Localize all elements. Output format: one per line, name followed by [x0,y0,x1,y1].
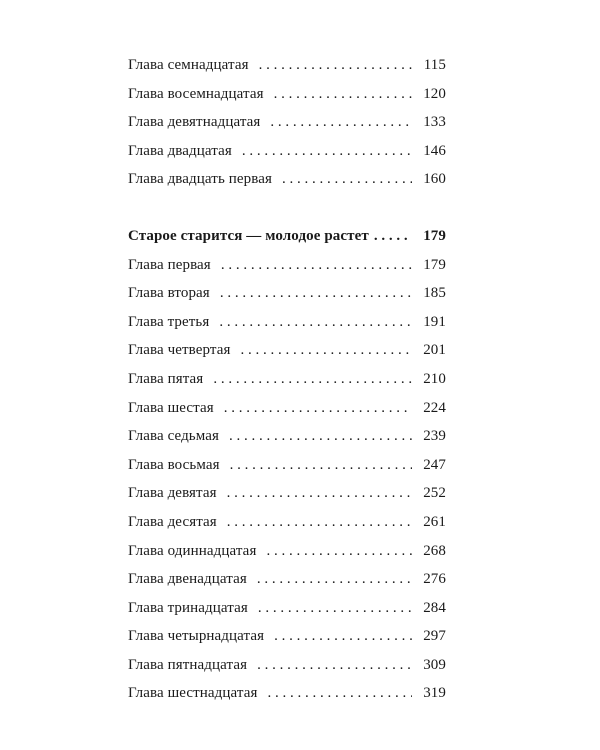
leader-dots [230,457,412,474]
toc-entry[interactable] [128,600,446,629]
chapter-title: Глава тринадцатая [128,599,248,616]
page-number: 319 [423,685,446,702]
chapter-title: Глава восемнадцатая [128,85,264,102]
page-number: 224 [423,399,446,416]
page-number: 191 [423,313,446,330]
page-number: 268 [423,542,446,559]
leader-dots [270,114,412,131]
leader-dots [242,143,412,160]
toc-entry[interactable] [128,571,446,600]
toc-entry[interactable] [128,428,446,457]
toc-entry[interactable] [128,171,446,200]
toc-entry[interactable] [128,657,446,686]
chapter-title: Глава двадцать первая [128,171,272,188]
page-number: 284 [423,599,446,616]
page-number: 179 [423,227,446,244]
leader-dots [227,514,412,531]
page-number: 160 [423,171,446,188]
leader-dots [274,628,412,645]
chapter-title: Глава девятая [128,485,217,502]
leader-dots [219,314,412,331]
chapter-title: Глава пятая [128,370,204,387]
table-of-contents [128,57,446,714]
toc-entry[interactable] [128,400,446,429]
leader-dots [274,86,412,103]
page-number: 297 [423,628,446,645]
chapter-title: Глава первая [128,256,211,273]
page-number: 252 [423,485,446,502]
chapter-title: Глава восьмая [128,456,220,473]
leader-dots [229,428,412,445]
leader-dots [257,657,412,674]
toc-entry[interactable] [128,143,446,172]
page-number: 276 [423,571,446,588]
toc-part-heading[interactable] [128,228,446,257]
chapter-title: Глава девятнадцатая [128,114,261,131]
chapter-title: Глава третья [128,313,210,330]
leader-dots [221,257,412,274]
leader-dots [258,600,412,617]
toc-entry[interactable] [128,86,446,115]
chapter-title: Глава десятая [128,513,217,530]
leader-dots [257,571,412,588]
chapter-title: Глава двенадцатая [128,571,247,588]
leader-dots [259,57,412,74]
leader-dots [224,400,412,417]
toc-entry[interactable] [128,342,446,371]
leader-dots [220,285,412,302]
chapter-title: Глава четырнадцатая [128,628,265,645]
chapter-title: Глава семнадцатая [128,57,249,73]
chapter-title: Глава седьмая [128,428,219,445]
chapter-title: Глава шестая [128,399,214,416]
section-spacer [128,200,446,228]
page-number: 120 [423,85,446,102]
leader-dots [267,685,412,702]
toc-entry[interactable] [128,257,446,286]
page-number: 185 [423,285,446,302]
leader-dots [241,342,413,359]
page-number: 247 [423,456,446,473]
toc-entry[interactable] [128,485,446,514]
leader-dots [227,485,412,502]
toc-entry[interactable] [128,514,446,543]
toc-entry[interactable] [128,628,446,657]
leader-dots [374,228,412,245]
toc-entry[interactable] [128,685,446,714]
toc-entry[interactable] [128,314,446,343]
toc-entry[interactable] [128,57,446,86]
leader-dots [266,543,412,560]
toc-entry[interactable] [128,543,446,572]
toc-entry[interactable] [128,285,446,314]
page-number: 261 [423,513,446,530]
page-number: 309 [423,656,446,673]
page-number: 210 [423,370,446,387]
page-number: 115 [423,57,446,73]
page-number: 133 [423,114,446,131]
page-number: 201 [423,342,446,359]
chapter-title: Глава двадцатая [128,142,232,159]
chapter-title: Глава пятнадцатая [128,656,248,673]
leader-dots [213,371,412,388]
chapter-title: Глава вторая [128,285,210,302]
chapter-title: Глава шестнадцатая [128,685,258,702]
toc-entry[interactable] [128,457,446,486]
chapter-title: Глава одиннадцатая [128,542,257,559]
page-number: 179 [423,256,446,273]
leader-dots [282,171,412,188]
toc-entry[interactable] [128,114,446,143]
page-number: 146 [423,142,446,159]
page-number: 239 [423,428,446,445]
part-title: Старое старится — молодое растет [128,227,369,244]
toc-entry[interactable] [128,371,446,400]
chapter-title: Глава четвертая [128,342,231,359]
